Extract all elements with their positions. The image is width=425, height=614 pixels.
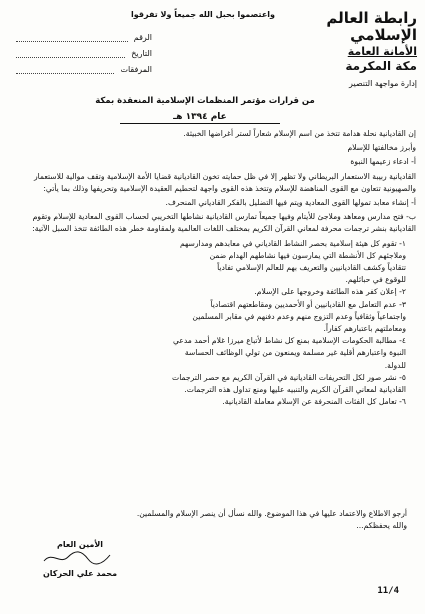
signatory-title: الأمين العام	[56, 540, 104, 549]
list-item: ٢- إعلان كفر هذه الطائفة وخروجها على الإسلام.	[254, 287, 406, 297]
list-item: ٥- نشر صور لكل التحريفات القاديانية في القرآن الكريم مع حصر الترجمات	[172, 372, 406, 382]
number-line	[16, 31, 128, 42]
list-item: ٤- مطالبة الحكومات الإسلامية بمنع كل نشاط لأتباع ميرزا غلام أحمد مدعي	[172, 336, 406, 346]
list-item: للدولة.	[384, 360, 406, 370]
list-item: ١- تقوم كل هيئة إسلامية بحصر النشاط القادياني في معابدهم ومدارسهم	[179, 238, 406, 248]
attachments-line	[16, 63, 114, 74]
paragraph-3: ب- فتح مدارس ومعاهد وملاجئ للأيتام وفيها جميعاً تمارس القاديانية نشاطها التخريبي لحساب القوى المعادية للإسلام وتقوم القاديانية بنشر ترجمات محرفة لمعاني القرآن الكريم بمختلف اللغات العالمية ولمقاومة خطر هذه الطائفة تتخذ السبل الآتية:	[32, 212, 416, 234]
list-item: النبوة واعتبارهم أقلية غير مسلمة ويمنعون من تولي الوظائف الحساسة	[184, 348, 406, 358]
date-line	[16, 47, 125, 58]
intro-3: أ- ادعاء زعيمها النبوة	[350, 157, 416, 167]
intro-2: وأبرز مخالفتها للإسلام	[347, 143, 416, 153]
org-name: رابطة العالم الإسلامي	[326, 9, 417, 44]
list-item: القاديانية لمعاني القرآن الكريم والتنبيه عليها ومنع تداول هذه الترجمات.	[184, 385, 406, 395]
closing-line-1: أرجو الاطلاع والاعتماد عليها في هذا الموضوع. والله نسأل أن ينصر الإسلام والمسلمين.	[136, 509, 407, 518]
list-item: ومعاملتهم باعتبارهم كفاراً.	[323, 324, 406, 334]
meta-number-row	[12, 26, 152, 42]
meta-fields	[12, 26, 152, 74]
signatory-name: محمد علي الحركان	[42, 569, 118, 578]
closing	[17, 508, 407, 531]
department: إدارة مواجهة التنصير	[349, 79, 417, 88]
document-date: عام ١٣٩٤ هـ	[120, 112, 280, 124]
document-body	[18, 128, 416, 408]
list-item: واجتماعياً وثقافياً وعدم التزوج منهم وعدم دفنهم في مقابر المسلمين	[192, 311, 406, 321]
signature-block	[20, 540, 140, 578]
list-item: وملاجئهم كل الأنشطة التي يمارسون فيها نشاطهم الهدام ضمن	[209, 250, 406, 260]
meta-attachments-row	[12, 58, 152, 74]
signature-mark	[20, 549, 140, 567]
paragraph-2: أ- إنشاء معابد تمولها القوى المعادية ويتم فيها التضليل بالفكر القادياني المنحرف.	[165, 198, 416, 208]
org-city: مكة المكرمة	[345, 59, 417, 73]
paragraph-1: القاديانية ربيبة الاستعمار البريطاني ولا تظهر إلا في ظل حمايته تخون القاديانية قضايا الأمة الإسلامية وتقف موالية للاستعمار والصهيونية تتعاون مع القوى المناهضة للإسلام وتتخذ هذه القوى واجهة لتحطيم العقيدة الإسلامية وتحريفها وذلك بما يأتي:	[33, 171, 416, 193]
number-label: الرقم	[133, 33, 152, 42]
attachments-label: المرفقات	[120, 65, 152, 74]
list-item: ٦- تعامل كل الفئات المنحرفة عن الإسلام معاملة القاديانية.	[222, 397, 406, 407]
closing-line-2: والله يحفظكم...	[356, 520, 407, 530]
meta-date-row	[12, 42, 152, 58]
date-label: التاريخ	[131, 49, 152, 58]
letterhead	[267, 10, 417, 88]
list-item: تتقادياً وكشف القاديانيين والتعريف بهم للعالم الإسلامي تفادياً	[217, 263, 406, 273]
list-item: ٣- عدم التعامل مع القاديانيين أو الأحمديين ومقاطعتهم اقتصادياً	[210, 299, 406, 309]
intro-1: إن القاديانية نحلة هدامة تتخذ من اسم الإسلام شعاراً لستر أغراضها الخبيثة.	[183, 129, 416, 138]
list-item: للوقوع في حبائلهم.	[345, 275, 406, 285]
page-number: 11/4	[377, 586, 399, 596]
document-title: من قرارات مؤتمر المنظمات الإسلامية المنعقدة بمكة	[95, 96, 315, 106]
org-sub: الأمانة العامة	[347, 45, 417, 58]
motto: واعتصموا بحبل الله جميعاً ولا تفرقوا	[131, 10, 275, 19]
